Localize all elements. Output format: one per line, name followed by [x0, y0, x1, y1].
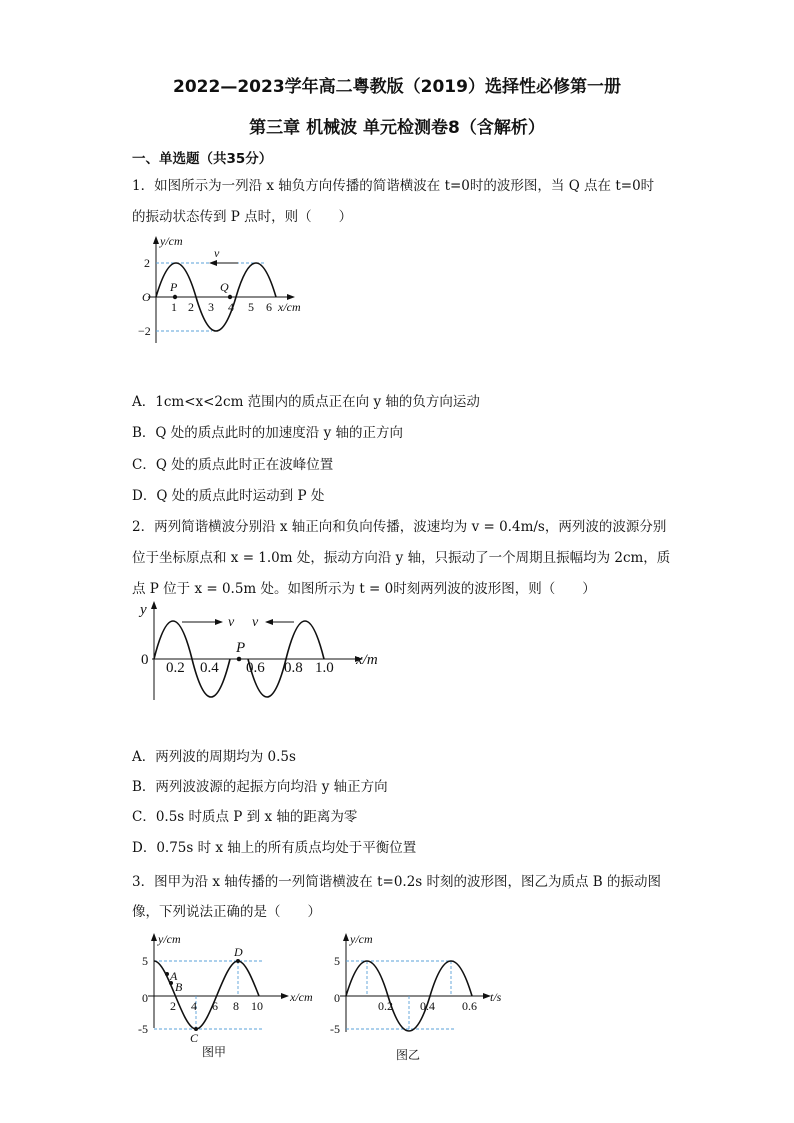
q3a-xtick-8: 8: [233, 999, 239, 1013]
q3a-ytick-top: 5: [142, 954, 148, 968]
q3b-y-axis-label: y/cm: [350, 932, 373, 946]
q1-P-label: P: [170, 280, 178, 294]
q1-option-a: A．1cm<x<2cm 范围内的质点正在向 y 轴的负方向运动: [132, 394, 480, 410]
q3-text-b: 像，下列说法正确的是（ ）: [132, 904, 321, 920]
q2-figure: [138, 600, 398, 705]
q3a-point-A: [165, 972, 169, 976]
q1-xticks: [171, 300, 272, 314]
q3a-xticks: [170, 999, 263, 1013]
q3a-D-label: D: [234, 945, 243, 959]
q2-text-a: 2．两列简谐横波分别沿 x 轴正向和负向传播，波速均为 v = 0.4m/s，两列波的波源分别: [132, 519, 667, 535]
q1-Q-label: Q: [220, 280, 229, 294]
q1-text-b: 的振动状态传到 P 点时，则（ ）: [132, 209, 353, 225]
q3a-origin-label: 0: [142, 991, 148, 1005]
q3a-A-label: A: [170, 969, 178, 983]
q3a-point-D: [236, 959, 240, 963]
q2-y-axis-label: y: [140, 602, 147, 618]
q1-y-axis-label: y/cm: [160, 234, 183, 248]
q3a-xtick-4: 4: [191, 999, 197, 1013]
q1-origin-label: O: [142, 290, 151, 304]
q3-text-a: 3．图甲为沿 x 轴传播的一列简谐横波在 t=0.2s 时刻的波形图，图乙为质点 B 的振动图: [132, 874, 662, 890]
q2-xtick-0.4: 0.4: [200, 660, 219, 676]
q3a-B-label: B: [175, 980, 183, 994]
q2-P-label: P: [236, 640, 246, 656]
q1-ytick-top: 2: [144, 256, 150, 270]
q3a-xtick-6: 6: [212, 999, 218, 1013]
q3a-xtick-10: 10: [251, 999, 263, 1013]
q3a-y-axis-label: y/cm: [158, 932, 181, 946]
q3a-caption: 图甲: [202, 1045, 227, 1059]
q1-option-b: B．Q 处的质点此时的加速度沿 y 轴的正方向: [132, 425, 403, 441]
q3b-x-axis-label: t/s: [490, 990, 502, 1004]
q3b-origin-label: 0: [334, 991, 340, 1005]
q3b-xtick-0.4: 0.4: [420, 999, 435, 1013]
q2-text-b: 位于坐标原点和 x = 1.0m 处，振动方向沿 y 轴，只振动了一个周期且振幅均为 2cm，质: [132, 550, 671, 566]
q2-xtick-0.2: 0.2: [166, 660, 185, 676]
q2-option-c: C．0.5s 时质点 P 到 x 轴的距离为零: [132, 809, 358, 825]
q3a-x-axis-label: x/cm: [290, 990, 313, 1004]
q1-xtick-3: 3: [208, 300, 214, 314]
q2-x-axis-label: x/m: [356, 652, 378, 668]
q1-xtick-6: 6: [266, 300, 272, 314]
q1-point-Q: [228, 295, 232, 299]
doc-title-line1: 2022—2023学年高二粤教版（2019）选择性必修第一册: [173, 77, 621, 97]
q3b-ytick-top: 5: [334, 954, 340, 968]
q3-figure-b: [330, 928, 520, 1068]
q1-xtick-2: 2: [188, 300, 194, 314]
q1-option-d: D．Q 处的质点此时运动到 P 处: [132, 488, 325, 504]
q1-xtick-1: 1: [171, 300, 177, 314]
q2-xtick-1.0: 1.0: [315, 660, 334, 676]
q1-x-axis-label: x/cm: [278, 300, 301, 314]
q1-point-P: [173, 295, 177, 299]
q1-option-c: C．Q 处的质点此时正在波峰位置: [132, 457, 334, 473]
q2-v2-label: v: [252, 615, 259, 630]
q3b-caption: 图乙: [396, 1048, 421, 1062]
q1-figure: [138, 233, 338, 348]
q2-origin-label: 0: [141, 652, 149, 668]
q2-point-P: [237, 657, 242, 662]
q1-text-a: 1．如图所示为一列沿 x 轴负方向传播的简谐横波在 t=0时的波形图，当 Q 点在 t=0时: [132, 178, 655, 194]
q1-ytick-bottom: −2: [138, 324, 151, 338]
q2-xtick-0.8: 0.8: [284, 660, 303, 676]
q2-xtick-0.6: 0.6: [246, 660, 265, 676]
q1-v-label: v: [214, 246, 220, 260]
q2-option-a: A．两列波的周期均为 0.5s: [132, 749, 296, 765]
q3b-xtick-0.2: 0.2: [378, 999, 393, 1013]
section-heading: 一、单选题（共35分）: [132, 151, 273, 167]
q3a-ytick-bottom: -5: [138, 1022, 148, 1036]
q2-v1-label: v: [228, 615, 235, 630]
q2-xticks: [166, 660, 334, 676]
q2-option-b: B．两列波波源的起振方向均沿 y 轴正方向: [132, 779, 388, 795]
doc-title-line2: 第三章 机械波 单元检测卷8（含解析）: [249, 118, 545, 138]
q3b-xtick-0.6: 0.6: [462, 999, 477, 1013]
q3a-xtick-2: 2: [170, 999, 176, 1013]
q2-option-d: D．0.75s 时 x 轴上的所有质点均处于平衡位置: [132, 840, 417, 856]
q2-text-c: 点 P 位于 x = 0.5m 处。如图所示为 t = 0时刻两列波的波形图，则（ ）: [132, 581, 596, 597]
q1-xtick-5: 5: [248, 300, 254, 314]
q3b-ytick-bottom: -5: [330, 1022, 340, 1036]
q3a-C-label: C: [190, 1031, 199, 1045]
q3-figure-a: [138, 928, 338, 1068]
q3b-xticks: [378, 999, 477, 1013]
q1-xtick-4: 4: [228, 300, 234, 314]
